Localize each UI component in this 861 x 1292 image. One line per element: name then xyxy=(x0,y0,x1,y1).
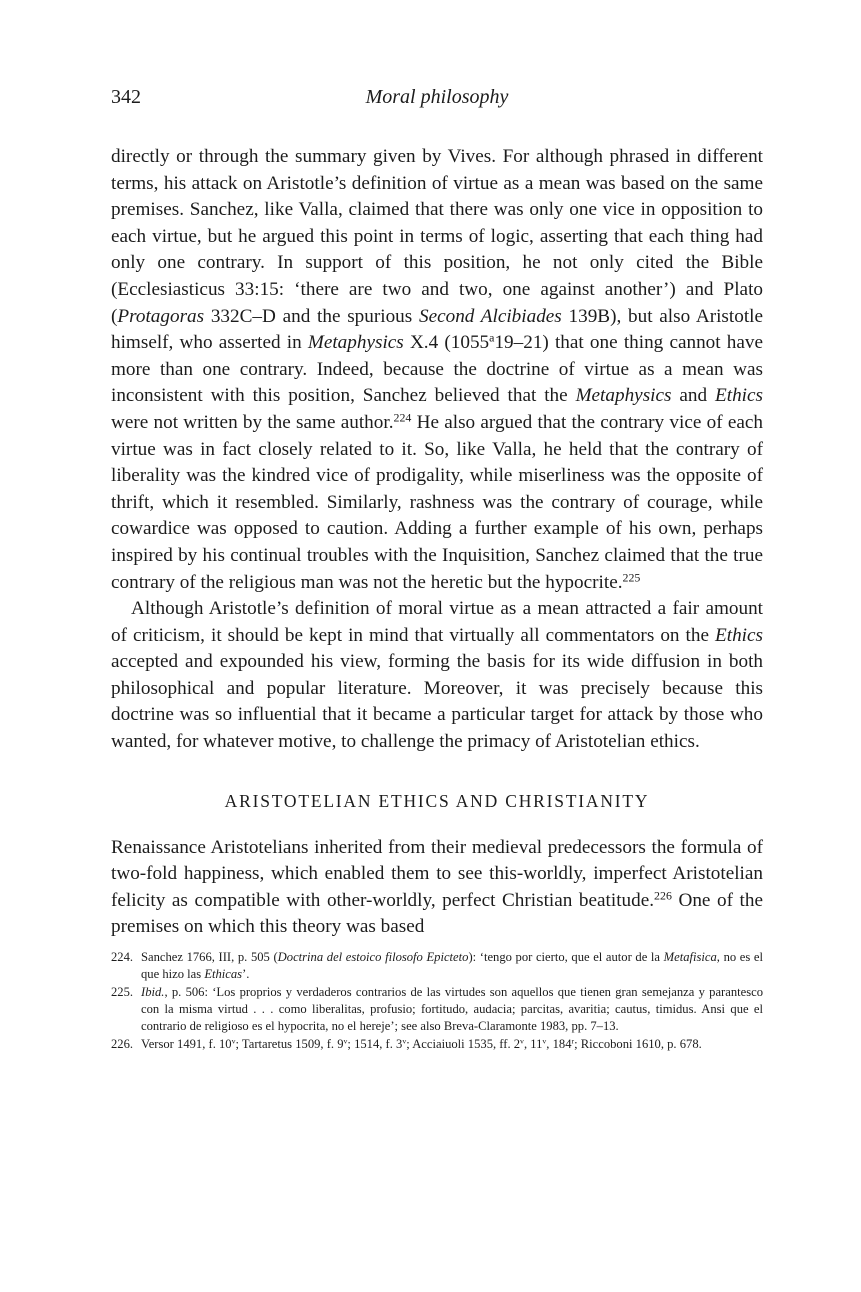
paragraph xyxy=(111,596,763,756)
superscript: a xyxy=(489,330,495,345)
text-run: Sanchez 1766, III, p. 505 ( xyxy=(141,950,278,965)
section-heading: ARISTOTELIAN ETHICS AND CHRISTIANITY xyxy=(224,790,650,811)
text-run: ; 1514, f. 3 xyxy=(347,1036,403,1051)
italic-text: Ibid. xyxy=(141,984,165,999)
superscript: v xyxy=(520,1036,524,1046)
page xyxy=(111,86,763,1053)
italic-text: Protagoras xyxy=(117,305,205,327)
page-number: 342 xyxy=(111,86,141,108)
text-run: Renaissance Aristotelians inherited from their medieval predecessors the formula of two-fold happiness, which enabled them to see this-worldly, imperfect Aristotelian felicity as compatible with other-worldly, perfect Christian beatitude. xyxy=(111,836,763,911)
superscript: v xyxy=(231,1036,236,1046)
text-run: ; Tartaretus 1509, f. 9 xyxy=(235,1036,344,1051)
text-run: and xyxy=(671,385,716,407)
text-run: ’. xyxy=(242,967,250,982)
text-run: X.4 (1055 xyxy=(403,332,490,354)
text-run: , 11 xyxy=(523,1036,543,1051)
footnote-text xyxy=(141,949,763,984)
superscript: v xyxy=(402,1036,407,1046)
superscript: r xyxy=(571,1036,575,1046)
paragraph xyxy=(111,144,763,596)
italic-text: Metaphysics xyxy=(575,385,672,407)
text-run: , 184 xyxy=(546,1036,572,1051)
running-title: Moral philosophy xyxy=(365,86,509,108)
page-header xyxy=(111,86,763,116)
text-run: , p. 506: ‘Los proprios y verdaderos contrarios de las virtudes son aquellos que tienen gran semejanza y parantesco con la misma virtud . . . como liberalitas, profusio; fortitudo, audacia; parcitas, avaritia; cautus, timidus. Ansi que el contrario de religioso es el hypocrita, no el hereje’; see also Breva-Claramonte 1983, pp. 7–13. xyxy=(141,984,763,1034)
italic-text: Metafisica xyxy=(663,950,717,965)
superscript: v xyxy=(343,1036,348,1046)
text-run: ): ‘tengo por cierto, que el autor de la xyxy=(468,950,664,965)
superscript: 224 xyxy=(393,410,412,425)
footnote xyxy=(111,949,763,984)
italic-text: Doctrina del estoico filosofo Epicteto xyxy=(277,950,469,965)
footnote-number: 226. xyxy=(111,1036,134,1051)
text-run: were not written by the same author. xyxy=(111,411,394,433)
text-run: , no es el que hizo las xyxy=(141,950,763,982)
italic-text: Ethics xyxy=(715,385,763,407)
italic-text: Ethicas xyxy=(204,967,243,982)
text-run: He also argued that the contrary vice of each virtue was in fact closely related to it. So, like Valla, he held that the contrary of liberality was the kindred vice of prodigality, while miserliness was the opposite of thrift, which it resembled. Similarly, rashness was the contrary of courage, while cowardice was opposed to caution. Adding a further example of his own, perhaps inspired by his continual troubles with the Inquisition, Sanchez claimed that the true contrary of the religious man was not the heretic but the hypocrite. xyxy=(111,411,763,593)
italic-text: Ethics xyxy=(715,624,763,646)
text-run: Versor 1491, f. 10 xyxy=(141,1036,232,1051)
italic-text: Second Alcibiades xyxy=(418,305,562,327)
footnote-number: 225. xyxy=(111,984,134,999)
footnote-number: 224. xyxy=(111,950,134,965)
body-text xyxy=(111,144,763,941)
superscript: v xyxy=(542,1036,547,1046)
footnote xyxy=(111,1036,763,1053)
superscript: 225 xyxy=(622,569,641,584)
footnote-text xyxy=(141,1036,763,1053)
text-run: Although Aristotle’s definition of moral virtue as a mean attracted a fair amount of criticism, it should be kept in mind that virtually all commentators on the xyxy=(111,598,763,646)
text-run: ; Riccoboni 1610, p. 678. xyxy=(574,1036,702,1051)
footnote-text xyxy=(141,984,763,1036)
text-run: 139B), but also Aristotle himself, who asserted in xyxy=(111,305,763,354)
text-run: ; Acciaiuoli 1535, ff. 2 xyxy=(406,1036,521,1051)
text-run: 332C–D and the spurious xyxy=(204,305,419,327)
paragraph xyxy=(111,835,763,941)
italic-text: Metaphysics xyxy=(307,332,404,354)
text-run: directly or through the summary given by Vives. For although phrased in different terms, his attack on Aristotle’s definition of virtue as a mean was based on the same premises. Sanchez, like Valla, claimed that there was only one vice in opposition to each virtue, but he argued this point in terms of logic, asserting that each thing had only one contrary. In support of this position, he not only cited the Bible (Ecclesiasticus 33:15: ‘there are two and two, one against another’) and Plato ( xyxy=(111,146,763,327)
text-run: One of the premises on which this theory was based xyxy=(111,889,763,938)
footnote xyxy=(111,984,763,1036)
superscript: 226 xyxy=(654,888,672,903)
footnotes xyxy=(111,949,763,1053)
text-run: accepted and expounded his view, forming the basis for its wide diffusion in both philosophical and popular literature. Moreover, it was precisely because this doctrine was so influential that it became a particular target for attack by those who wanted, for whatever motive, to challenge the primacy of Aristotelian ethics. xyxy=(111,651,763,753)
text-run: 19–21) that one thing cannot have more than one contrary. Indeed, because the doctrine of virtue as a mean was inconsistent with this position, Sanchez believed that the xyxy=(111,332,763,407)
